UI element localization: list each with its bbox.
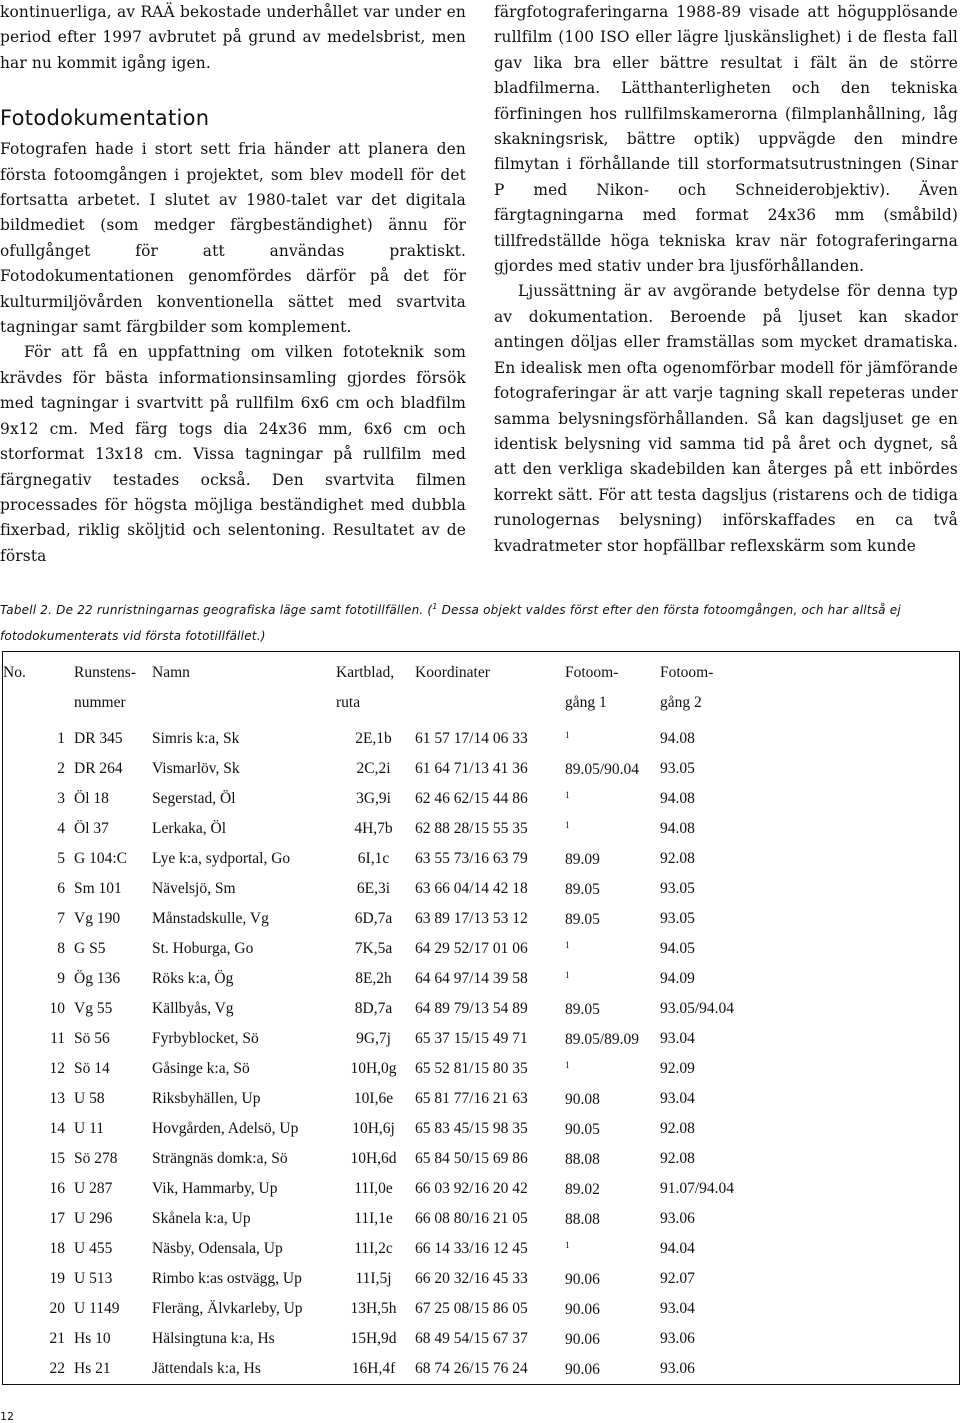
cell-namn: St. Hoburga, Go xyxy=(152,940,254,957)
caption-rest: Dessa objekt valdes först efter den första fotoomgången, och har alltså ej fotodokumenterats vid första fototillfället.) xyxy=(0,603,901,643)
header-fotoomgang-1: Fotoom- gång 1 xyxy=(565,664,619,711)
table-row xyxy=(3,964,960,994)
cell-kartblad: 2C,2i xyxy=(356,760,391,777)
cell-fotoomgang-1: 89.05/89.09 xyxy=(565,1030,640,1048)
cell-namn: Månstadskulle, Vg xyxy=(152,910,269,927)
cell-fotoomgang-1: 89.05 xyxy=(565,910,600,928)
header-koordinater: Koordinater xyxy=(415,664,490,681)
cell-fotoomgang-2: 94.09 xyxy=(660,970,695,987)
section-heading: Fotodokumentation xyxy=(0,106,210,131)
footnote-marker: 1 xyxy=(565,819,570,830)
cell-fotoomgang-2: 93.05/94.04 xyxy=(660,1000,735,1017)
cell-runstensnummer: DR 264 xyxy=(74,760,123,777)
body-paragraph-2: För att få en uppfattning om vilken fototeknik som krävdes för bästa informationsinsamling gjordes försök med tagningar i svartvitt på rullfilm 6x6 cm och bladfilm 9x12 cm. Med färg togs dia 24x36 mm, 6x6 cm och storformat 13x18 cm. Vissa tagningar på rullfilm med färgnegativ testades också. Den svartvita filmen processades för högsta möjliga beständighet med dubbla fixerbad, riklig sköljtid och selentoning. Resultatet av de första xyxy=(0,343,466,565)
cell-namn: Rimbo k:as ostvägg, Up xyxy=(152,1270,302,1287)
cell-koordinater: 63 66 04/14 42 18 xyxy=(415,880,528,897)
cell-runstensnummer: Hs 10 xyxy=(74,1330,111,1347)
cell-fotoomgang-2: 94.04 xyxy=(660,1240,695,1257)
table-row xyxy=(3,1234,960,1264)
cell-runstensnummer: DR 345 xyxy=(74,730,123,747)
cell-fotoomgang-2: 92.08 xyxy=(660,850,695,867)
cell-fotoomgang-1: 89.05 xyxy=(565,1000,600,1018)
cell-no: 11 xyxy=(50,1030,65,1047)
table-caption xyxy=(0,594,958,649)
cell-kartblad: 11I,5j xyxy=(355,1270,392,1287)
cell-fotoomgang-2: 92.08 xyxy=(660,1150,695,1167)
footnote-marker: 1 xyxy=(565,1239,570,1250)
table-row xyxy=(3,994,960,1024)
cell-koordinater: 64 89 79/13 54 89 xyxy=(415,1000,528,1017)
cell-fotoomgang-2: 94.05 xyxy=(660,940,695,957)
cell-namn: Lerkaka, Öl xyxy=(152,820,227,837)
cell-no: 15 xyxy=(49,1150,65,1167)
cell-koordinater: 65 37 15/15 49 71 xyxy=(415,1030,528,1047)
cell-koordinater: 65 84 50/15 69 86 xyxy=(415,1150,528,1167)
cell-fotoomgang-2: 93.04 xyxy=(660,1090,695,1107)
intro-paragraph: kontinuerliga, av RAÄ bekostade underhållet var under en period efter 1997 avbrutet på grund av medelsbrist, men har nu kommit igång igen. xyxy=(0,3,466,72)
cell-no: 22 xyxy=(49,1360,65,1377)
cell-koordinater: 67 25 08/15 86 05 xyxy=(415,1300,528,1317)
table-row xyxy=(3,814,960,844)
table-row xyxy=(3,784,960,814)
table-row xyxy=(3,1174,960,1204)
cell-namn: Lye k:a, sydportal, Go xyxy=(152,850,291,867)
cell-no: 13 xyxy=(49,1090,65,1107)
cell-namn: Simris k:a, Sk xyxy=(152,730,240,747)
cell-koordinater: 62 46 62/15 44 86 xyxy=(415,790,528,807)
cell-runstensnummer: Ög 136 xyxy=(74,970,121,987)
cell-fotoomgang-1: 88.08 xyxy=(565,1210,600,1228)
cell-runstensnummer: Öl 18 xyxy=(74,790,109,807)
header-kartblad: Kartblad, ruta xyxy=(336,664,395,711)
cell-namn: Vik, Hammarby, Up xyxy=(152,1180,278,1197)
cell-fotoomgang-2: 93.05 xyxy=(660,760,695,777)
cell-kartblad: 9G,7j xyxy=(356,1030,391,1047)
body-paragraph-4: Ljussättning är av avgörande betydelse för denna typ av dokumentation. Beroende på ljuset kan skador antingen döljas eller framställas som mycket dramatiska. En idealisk men ofta ogenomförbar modell för jämförande fotograferingar är att varje tagning skall repeteras under samma belysningsförhållanden. Så kan dagsljuset ge en identisk belysning vid samma tid på året och dygnet, så att den verkliga skadebilden kan återges på ett inbördes korrekt sätt. För att testa dagsljus (ristarens och de tidiga runologernas belysning) införskaffades en ca två kvadratmeter stor hopfällbar reflexskärm som kunde xyxy=(494,282,958,555)
cell-fotoomgang-2: 93.04 xyxy=(660,1300,695,1317)
cell-koordinater: 61 64 71/13 41 36 xyxy=(415,760,528,777)
cell-fotoomgang-2: 94.08 xyxy=(660,820,695,837)
cell-kartblad: 11I,1e xyxy=(354,1210,393,1227)
cell-kartblad: 13H,5h xyxy=(350,1300,397,1317)
table-row xyxy=(3,934,960,964)
header-runstensnummer: Runstens- nummer xyxy=(74,664,136,711)
cell-kartblad: 15H,9d xyxy=(350,1330,397,1347)
cell-no: 20 xyxy=(49,1300,65,1317)
cell-namn: Jättendals k:a, Hs xyxy=(152,1360,261,1377)
header-fotoomgang-2: Fotoom- gång 2 xyxy=(660,664,714,711)
cell-no: 17 xyxy=(49,1210,65,1227)
cell-runstensnummer: Hs 21 xyxy=(74,1360,111,1377)
body-paragraph-1: Fotografen hade i stort sett fria händer att planera den första fotoomgången i projektet, som blev modell för det fortsatta arbetet. I slutet av 1980-talet var det digitala bildmediet (som medger färgbeständighet) ännu för ofullgånget för att användas praktiskt. Fotodokumentationen genomfördes därför på det för kulturmiljövården konventionella sättet med svartvita tagningar samt färgbilder som komplement. xyxy=(0,140,466,337)
cell-kartblad: 7K,5a xyxy=(354,940,393,957)
cell-fotoomgang-1: 89.09 xyxy=(565,850,600,868)
cell-runstensnummer: Sö 14 xyxy=(74,1060,110,1077)
cell-runstensnummer: Öl 37 xyxy=(74,820,109,837)
cell-fotoomgang-2: 92.07 xyxy=(660,1270,695,1287)
cell-fotoomgang-1 xyxy=(565,718,660,754)
footnote-marker: 1 xyxy=(565,969,570,980)
cell-koordinater: 63 55 73/16 63 79 xyxy=(415,850,528,867)
cell-runstensnummer: U 513 xyxy=(74,1270,113,1287)
cell-fotoomgang-1: 89.02 xyxy=(565,1180,600,1198)
cell-fotoomgang-2: 93.06 xyxy=(660,1210,695,1227)
cell-kartblad: 8D,7a xyxy=(354,1000,393,1017)
cell-kartblad: 10H,6d xyxy=(350,1150,397,1167)
table-row xyxy=(3,718,960,754)
cell-koordinater: 65 83 45/15 98 35 xyxy=(415,1120,528,1137)
cell-koordinater: 64 64 97/14 39 58 xyxy=(415,970,528,987)
cell-fotoomgang-1: 90.08 xyxy=(565,1090,600,1108)
cell-runstensnummer: Sm 101 xyxy=(74,880,122,897)
cell-runstensnummer: U 1149 xyxy=(74,1300,120,1317)
cell-namn: Nävelsjö, Sm xyxy=(152,880,236,897)
cell-fotoomgang-1: 90.06 xyxy=(565,1300,600,1318)
cell-runstensnummer: U 455 xyxy=(74,1240,113,1257)
footnote-marker: 1 xyxy=(565,1059,570,1070)
cell-fotoomgang-1 xyxy=(565,964,660,994)
cell-no: 4 xyxy=(57,820,65,837)
cell-no: 12 xyxy=(49,1060,65,1077)
left-text-column xyxy=(0,0,466,569)
cell-koordinater: 61 57 17/14 06 33 xyxy=(415,730,528,747)
cell-fotoomgang-1 xyxy=(565,814,660,844)
cell-koordinater: 65 81 77/16 21 63 xyxy=(415,1090,528,1107)
cell-namn: Gåsinge k:a, Sö xyxy=(152,1060,250,1077)
caption-main: Tabell 2. De 22 runristningarnas geografiska läge samt fototillfällen. ( xyxy=(0,603,433,617)
cell-fotoomgang-1: 90.06 xyxy=(565,1330,600,1348)
cell-namn: Hälsingtuna k:a, Hs xyxy=(152,1330,275,1347)
cell-fotoomgang-1 xyxy=(565,784,660,814)
cell-fotoomgang-1 xyxy=(565,1054,660,1084)
cell-kartblad: 10H,0g xyxy=(350,1060,397,1077)
right-text-column xyxy=(494,0,958,559)
cell-no: 10 xyxy=(49,1000,65,1017)
header-no: No. xyxy=(3,664,26,681)
cell-koordinater: 66 03 92/16 20 42 xyxy=(415,1180,528,1197)
table-row xyxy=(3,1204,960,1234)
cell-namn: Röks k:a, Ög xyxy=(152,970,234,987)
cell-kartblad: 11I,0e xyxy=(354,1180,393,1197)
table-row xyxy=(3,1084,960,1114)
cell-fotoomgang-1: 90.06 xyxy=(565,1270,600,1288)
cell-no: 16 xyxy=(49,1180,65,1197)
cell-fotoomgang-1: 89.05/90.04 xyxy=(565,760,640,778)
table-row xyxy=(3,1294,960,1324)
footnote-marker: 1 xyxy=(565,939,570,950)
cell-fotoomgang-1 xyxy=(565,934,660,964)
cell-no: 19 xyxy=(49,1270,65,1287)
cell-namn: Hovgården, Adelsö, Up xyxy=(152,1120,299,1137)
table-row xyxy=(3,1324,960,1354)
cell-namn: Näsby, Odensala, Up xyxy=(152,1240,283,1257)
table-row xyxy=(3,1114,960,1144)
cell-koordinater: 68 49 54/15 67 37 xyxy=(415,1330,528,1347)
header-namn: Namn xyxy=(152,664,190,681)
cell-fotoomgang-2: 94.08 xyxy=(660,790,695,807)
cell-namn: Fleräng, Älvkarleby, Up xyxy=(152,1300,303,1317)
cell-runstensnummer: U 287 xyxy=(74,1180,113,1197)
cell-namn: Strängnäs domk:a, Sö xyxy=(152,1150,288,1167)
cell-namn: Fyrbyblocket, Sö xyxy=(152,1030,259,1047)
page-number: 12 xyxy=(0,1410,14,1423)
cell-kartblad: 6I,1c xyxy=(357,850,390,867)
footnote-marker: 1 xyxy=(565,789,570,800)
table-row xyxy=(3,1354,960,1385)
table-row xyxy=(3,844,960,874)
cell-kartblad: 10H,6j xyxy=(352,1120,395,1137)
cell-koordinater: 63 89 17/13 53 12 xyxy=(415,910,528,927)
cell-no: 3 xyxy=(57,790,65,807)
cell-fotoomgang-2: 94.08 xyxy=(660,730,695,747)
table-header-row xyxy=(3,652,960,719)
cell-runstensnummer: U 58 xyxy=(74,1090,105,1107)
cell-kartblad: 3G,9i xyxy=(356,790,391,807)
cell-no: 7 xyxy=(57,910,65,927)
cell-runstensnummer: Sö 56 xyxy=(74,1030,110,1047)
cell-fotoomgang-2: 93.05 xyxy=(660,910,695,927)
cell-kartblad: 8E,2h xyxy=(355,970,392,987)
cell-fotoomgang-1: 90.05 xyxy=(565,1120,600,1138)
cell-no: 6 xyxy=(57,880,65,897)
cell-runstensnummer: Sö 278 xyxy=(74,1150,118,1167)
cell-fotoomgang-2: 92.08 xyxy=(660,1120,695,1137)
cell-koordinater: 68 74 26/15 76 24 xyxy=(415,1360,528,1377)
cell-fotoomgang-1 xyxy=(565,1234,660,1264)
cell-namn: Segerstad, Öl xyxy=(152,790,236,807)
cell-koordinater: 66 20 32/16 45 33 xyxy=(415,1270,528,1287)
cell-namn: Källbyås, Vg xyxy=(152,1000,234,1017)
cell-runstensnummer: U 11 xyxy=(74,1120,104,1137)
cell-no: 8 xyxy=(57,940,65,957)
cell-runstensnummer: G S5 xyxy=(74,940,106,957)
cell-no: 21 xyxy=(49,1330,65,1347)
cell-kartblad: 6E,3i xyxy=(356,880,391,897)
cell-no: 9 xyxy=(57,970,65,987)
body-paragraph-3: färgfotograferingarna 1988-89 visade att högupplösande rullfilm (100 ISO eller lägre ljuskänslighet) i de flesta fall gav lika bra eller bättre resultat i fält än de större bladfilmerna. Lätthanterligheten och den tekniska förfiningen hos rullfilmskamerorna (filmplanhållning, låg skakningsrisk, bättre optik) uppvägde den mindre filmytan i förhållande till storformatsutrustningen (Sinar P med Nikon- och Schneiderobjektiv). Även färgtagningarna med format 24x36 mm (småbild) tillfredställde höga tekniska krav när fotograferingarna gjordes med stativ under bra ljusförhållanden. xyxy=(494,3,958,276)
cell-kartblad: 6D,7a xyxy=(354,910,393,927)
cell-kartblad: 11I,2c xyxy=(354,1240,393,1257)
table-row xyxy=(3,754,960,784)
cell-runstensnummer: G 104:C xyxy=(74,850,127,867)
cell-no: 14 xyxy=(49,1120,65,1137)
cell-koordinater: 65 52 81/15 80 35 xyxy=(415,1060,528,1077)
cell-fotoomgang-2: 93.06 xyxy=(660,1360,695,1377)
cell-kartblad: 16H,4f xyxy=(351,1360,396,1377)
table-row xyxy=(3,1144,960,1174)
runestone-table xyxy=(2,651,960,1385)
table-row xyxy=(3,904,960,934)
cell-fotoomgang-1: 89.05 xyxy=(565,880,600,898)
cell-fotoomgang-1: 90.06 xyxy=(565,1360,600,1378)
caption-superscript: 1 xyxy=(432,602,438,611)
table-row xyxy=(3,1264,960,1294)
cell-fotoomgang-1: 88.08 xyxy=(565,1150,600,1168)
table-row xyxy=(3,1024,960,1054)
cell-fotoomgang-2: 92.09 xyxy=(660,1060,695,1077)
cell-kartblad: 10I,6e xyxy=(353,1090,394,1107)
cell-koordinater: 66 08 80/16 21 05 xyxy=(415,1210,528,1227)
cell-runstensnummer: Vg 190 xyxy=(74,910,121,927)
cell-koordinater: 64 29 52/17 01 06 xyxy=(415,940,528,957)
table-row xyxy=(3,1054,960,1084)
cell-no: 2 xyxy=(57,760,65,777)
footnote-marker: 1 xyxy=(565,729,570,740)
cell-runstensnummer: Vg 55 xyxy=(74,1000,113,1017)
cell-fotoomgang-2: 93.04 xyxy=(660,1030,695,1047)
cell-fotoomgang-2: 93.05 xyxy=(660,880,695,897)
cell-koordinater: 62 88 28/15 55 35 xyxy=(415,820,528,837)
cell-fotoomgang-2: 91.07/94.04 xyxy=(660,1180,735,1197)
cell-namn: Skånela k:a, Up xyxy=(152,1210,251,1227)
cell-kartblad: 2E,1b xyxy=(355,730,392,747)
cell-fotoomgang-2: 93.06 xyxy=(660,1330,695,1347)
cell-no: 1 xyxy=(57,730,65,747)
cell-namn: Riksbyhällen, Up xyxy=(152,1090,261,1107)
cell-no: 5 xyxy=(57,850,65,867)
cell-no: 18 xyxy=(49,1240,65,1257)
cell-kartblad: 4H,7b xyxy=(354,820,393,837)
cell-namn: Vismarlöv, Sk xyxy=(152,760,240,777)
table-body xyxy=(3,718,960,1385)
cell-runstensnummer: U 296 xyxy=(74,1210,113,1227)
cell-koordinater: 66 14 33/16 12 45 xyxy=(415,1240,528,1257)
table-row xyxy=(3,874,960,904)
